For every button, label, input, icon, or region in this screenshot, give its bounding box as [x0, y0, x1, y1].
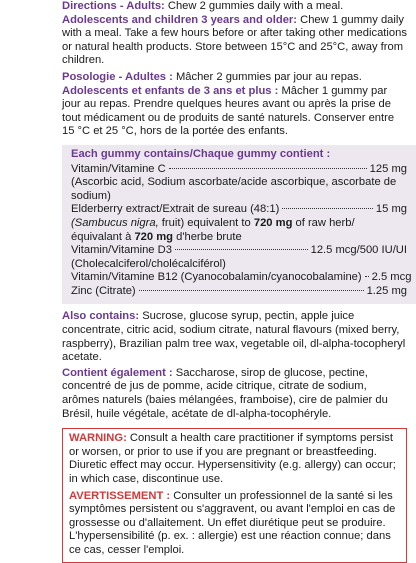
- elderberry-note: (Sambucus nigra, fruit) equivalent to 720 mg of raw herb/ équivalant à 720 mg d'herbe brute: [71, 216, 355, 243]
- warning-fr: AVERTISSEMENT : Consulter un professionnel de la santé si les symptômes persistent ou s'aggravent, ou avant l'emploi en cas de grossesse ou d'allaitement. Un effet diurétique peut se produire. L'hypersensibilité (p. ex. : allergie) est une réaction connue; dans ce cas, cesser l'emploi.: [69, 489, 396, 556]
- warning-en: WARNING: Consult a health care practitioner if symptoms persist or worsen, or prior to use if you are pregnant or breastfeeding. Diuretic effect may occur. Hypersensitivity (e.g. allergy) can occur; in which case, discontinue use.: [69, 432, 396, 485]
- leader-dots: [175, 249, 308, 250]
- leader-dots: [282, 208, 373, 209]
- directions-en: Directions - Adults: Chew 2 gummies daily with a meal. Adolescents and children 3 years and older: Chew 1 gummy daily with a meal. Take a few hours before or after taking other medications or natural health products. Store between 15°C and 25°C, away from children.: [62, 0, 407, 67]
- ingredient-row: Vitamin/Vitamine D3 12.5 mcg/500 IU/UI: [71, 244, 407, 257]
- warning-box: [62, 428, 407, 562]
- leader-dots: [365, 276, 369, 277]
- posologie-adults-label: Posologie - Adultes :: [62, 70, 173, 83]
- also-contains-fr: Contient également : Saccharose, sirop de glucose, pectine, concentré de jus de pomme, acide citrique, citrate de sodium, arômes naturels (baies mélangées, framboise), cire de palmier du Brésil, huile végétale, acétate de dl-alpha-tocophéryle.: [62, 366, 388, 420]
- ingredients-title: Each gummy contains/Chaque gummy contient :: [71, 147, 331, 160]
- also-contains-en: Also contains: Sucrose, glucose syrup, pectin, apple juice concentrate, citric acid, sodium citrate, natural flavours (mixed berry, raspberry), Brazilian palm tree wax, vegetable oil, dl-alpha-tocopheryl acetate.: [62, 310, 406, 364]
- ingredient-row: Vitamin/Vitamine B12 (Cyanocobalamin/cyanocobalamine) 2.5 mcg: [71, 271, 412, 284]
- ingredient-row: Elderberry extract/Extrait de sureau (48:1) 15 mg: [71, 203, 407, 216]
- posologie-children-label: Adolescents et enfants de 3 ans et plus :: [62, 84, 279, 97]
- directions-fr: Posologie - Adultes : Mâcher 2 gummies par jour au repas. Adolescents et enfants de 3 ans et plus : Mâcher 1 gummy par jour au repas. Prendre quelques heures avant ou après la prise de tout médicament ou de produits de santé naturels. Conserver entre 15 °C et 25 °C, hors de la portée des enfants.: [62, 70, 395, 138]
- leader-dots: [139, 290, 364, 291]
- ingredients-panel: [62, 145, 416, 305]
- ingredient-row: Zinc (Citrate) 1.25 mg: [71, 284, 407, 297]
- directions-children-label: Adolescents and children 3 years and older:: [62, 13, 298, 26]
- ingredient-sub: (Ascorbic acid, Sodium ascorbate/acide ascorbique, ascorbate de sodium): [71, 176, 397, 202]
- directions-section: [0, 0, 416, 139]
- ingredient-row: Vitamin/Vitamine C 125 mg: [71, 162, 407, 175]
- directions-adults-label: Directions - Adults:: [62, 0, 165, 12]
- also-contains-section: [0, 310, 416, 421]
- ingredient-sub: (Cholecalciferol/cholécalciférol): [71, 257, 226, 270]
- leader-dots: [169, 168, 367, 169]
